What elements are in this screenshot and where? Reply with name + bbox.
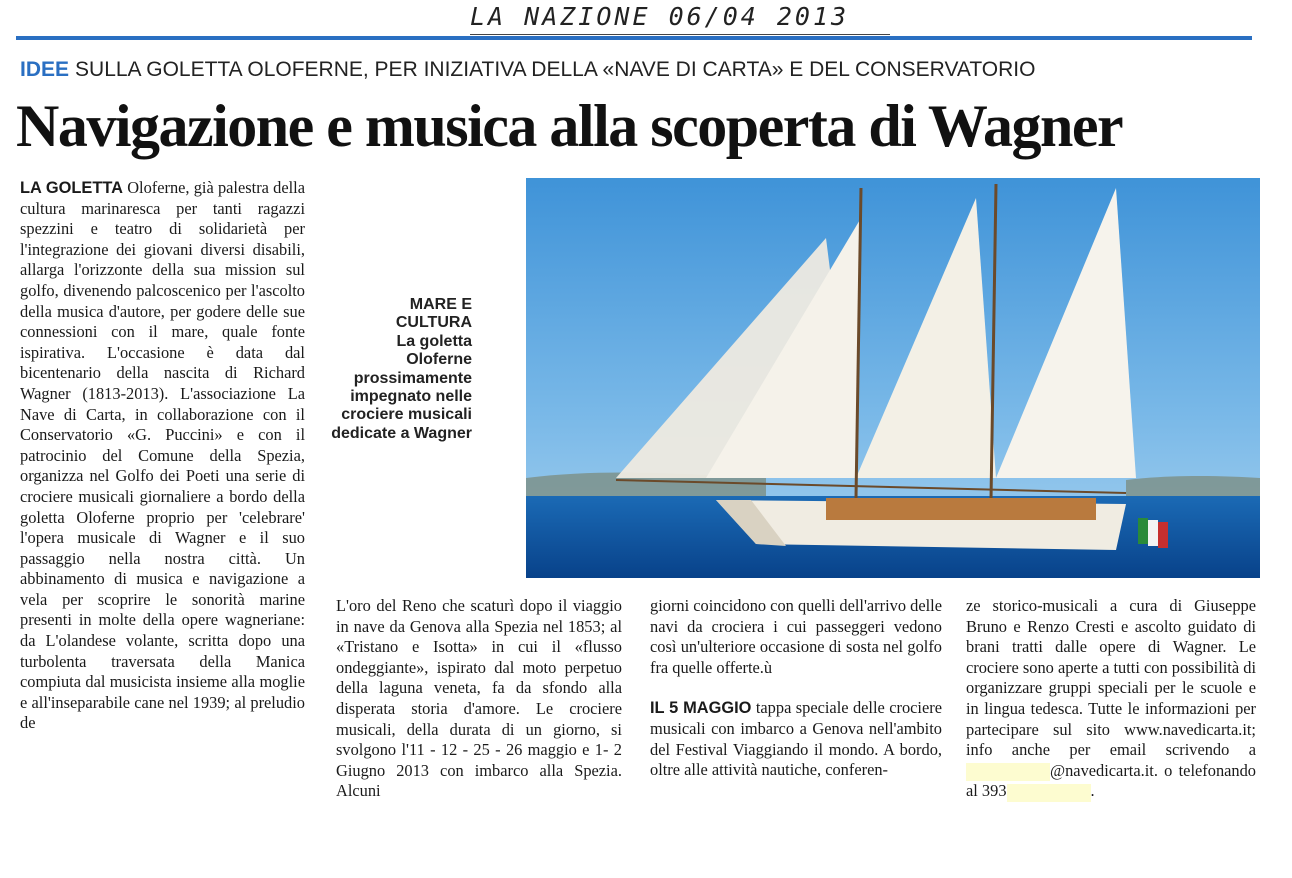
- column-2-text: L'oro del Reno che scaturì dopo il viaggio in nave da Genova alla Spezia nel 1853; al «Tristano e Isotta» in cui il «flusso ondeggiante», ispirato dal moto perpetuo della laguna veneta, fa da sfondo alla disperata storia d'amore. Le crociere musicali, della durata di un giorno, si svolgono l'11 - 12 - 25 - 26 maggio e 1- 2 Giugno 2013 con imbarco alla Spezia. Alcuni: [336, 596, 622, 801]
- column-3-text-2: tappa speciale delle crociere musicali con imbarco a Genova nell'ambito del Festival Viaggiando il mondo. A bordo, oltre alle attività nautiche, conferen-: [650, 698, 942, 780]
- section-rule: [16, 36, 1252, 40]
- article-column-4: [966, 596, 1256, 802]
- column-3-text: giorni coincidono con quelli dell'arrivo delle navi da crociera i cui passeggeri vedono così un'ulteriore occasione di sosta nel golfo fra quelle offerte.ù: [650, 596, 942, 677]
- column-4-end: .: [1090, 781, 1095, 801]
- lead-in-2: IL 5 MAGGIO: [650, 699, 752, 718]
- article-column-2: [336, 596, 622, 802]
- kicker-text: SULLA GOLETTA OLOFERNE, PER INIZIATIVA DELLA «NAVE DI CARTA» E DEL CONSERVATORIO: [75, 58, 1036, 81]
- article-column-1: [20, 178, 305, 734]
- caption-text: La goletta Oloferne prossimamente impegnato nelle crociere musicali dedicate a Wagner: [331, 332, 472, 442]
- kicker-tag: IDEE: [20, 58, 70, 81]
- redacted-phone: [1007, 784, 1091, 802]
- headline: Navigazione e musica alla scoperta di Wagner: [16, 93, 1123, 159]
- column-4-text: ze storico-musicali a cura di Giuseppe Bruno e Renzo Cresti e ascolto guidato di brani tratti dalle opere di Wagner. Le crociere sono aperte a tutti con possibilità di organizzare gruppi speciali per le scuole e in lingua tedesca. Tutte le informazioni per partecipare sul sito www.navedicarta.it; info anche per email scrivendo a: [966, 596, 1256, 760]
- redacted-email: [966, 763, 1050, 781]
- caption-title: MARE E CULTURA: [395, 296, 472, 332]
- kicker: [20, 58, 1035, 82]
- schooner-photo: [526, 178, 1260, 578]
- column-1-text: Oloferne, già palestra della cultura marinaresca per tanti ragazzi spezzini e teatro di solidarietà per l'integrazione dei giovani diversi disabili, allarga l'orizzonte della sua mission sul golfo, divenendo palcoscenico per l'ascolto della musica d'autore, per godere delle sue connessioni con il mare, quale fonte ispirativa. L'occasione è data dal bicentenario della nascita di Richard Wagner (1813-2013). L'associazione La Nave di Carta, in collaborazione con il Conservatorio «G. Puccini» e con il patrocinio del Comune della Spezia, organizza nel Golfo dei Poeti una serie di crociere musicali giornaliere a bordo della goletta Oloferne proprio per 'celebrare' l'opera musicale di Wagner e il suo passaggio nella nostra città. Un abbinamento di musica e navigazione a vela per scoprire le sonorità marine presenti in molte della opere wagneriane: da L'olandese volante, scritta dopo una turbolenta traversata della Manica compiuta dal musicista insieme alla moglie e all'inseparabile cane nel 1939; al preludio de: [20, 178, 305, 733]
- article-column-3: [650, 596, 942, 781]
- photo-caption: [330, 296, 472, 443]
- lead-in: LA GOLETTA: [20, 179, 123, 197]
- handwritten-date: LA NAZIONE 06/04 2013: [470, 2, 850, 31]
- column-4-email: @navedicarta.it. o telefonando al 393: [966, 760, 1256, 801]
- handwritten-underline: [470, 34, 890, 35]
